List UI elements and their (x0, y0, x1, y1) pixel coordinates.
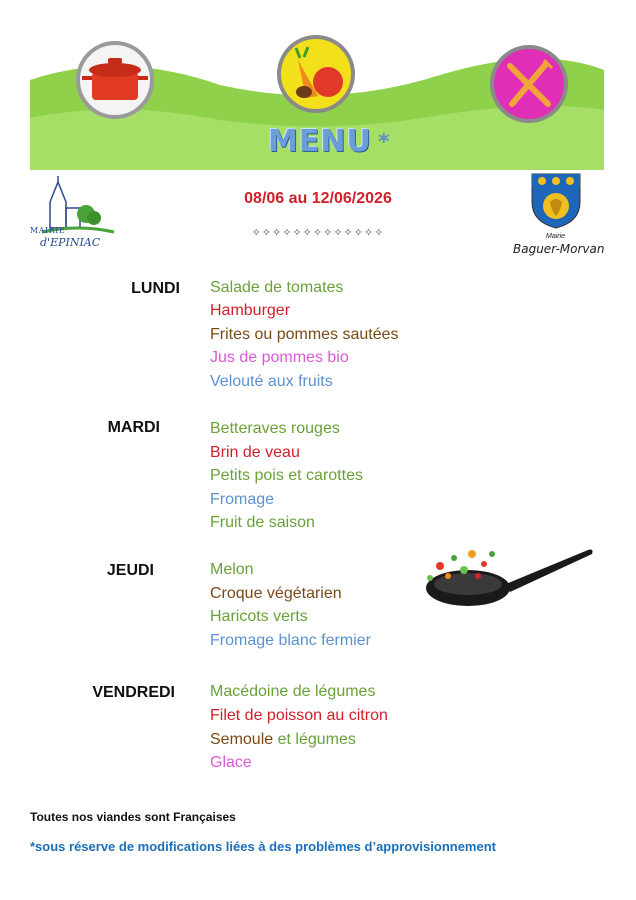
knife-fork-icon (492, 47, 566, 121)
meat-origin-note: Toutes nos viandes sont Françaises (30, 810, 236, 824)
date-range: 08/06 au 12/06/2026 (244, 190, 392, 207)
dish-item: Velouté aux fruits (210, 373, 333, 390)
epiniac-logo-line1: MAIRIE (30, 226, 66, 235)
menu-title: MENU (268, 124, 372, 159)
dish-suffix: et légumes (277, 731, 356, 748)
epiniac-logo-line2: d'EPINIAC (40, 236, 101, 249)
dish-item: Glace (210, 754, 252, 771)
dish-item: Hamburger (210, 302, 291, 319)
dish-item: Betteraves rouges (210, 420, 340, 437)
dish-item: Macédoine de légumes (210, 683, 376, 700)
dish-item: Haricots verts (210, 608, 308, 625)
dish-item: Fromage blanc fermier (210, 632, 371, 649)
baguer-morvan-line2: Baguer-Morvan (513, 242, 605, 256)
dish-item (210, 731, 356, 749)
cooking-pot-icon (78, 43, 152, 117)
dish-main: Semoule (210, 731, 274, 748)
dish-item: Salade de tomates (210, 279, 344, 296)
dish-item: Jus de pommes bio (210, 349, 349, 366)
dish-item: Petits pois et carottes (210, 467, 363, 484)
day-vendredi: VENDREDI (92, 684, 175, 701)
dish-item: Fruit de saison (210, 514, 315, 531)
dish-item: Croque végétarien (210, 585, 342, 602)
dish-item: Fromage (210, 491, 275, 508)
decorative-divider: ✧✧✧✧✧✧✧✧✧✧✧✧✧ (251, 226, 385, 239)
menu-title-star: * (378, 130, 390, 155)
baguer-morvan-line1: Mairie (546, 233, 566, 240)
fruits-vegetables-icon (279, 37, 353, 111)
spoon-vegetables-icon (420, 540, 595, 615)
day-mardi: MARDI (107, 419, 160, 436)
dish-item: Frites ou pommes sautées (210, 326, 399, 343)
reserve-note: *sous réserve de modifications liées à des problèmes d’approvisionnement (30, 839, 496, 854)
dish-item: Melon (210, 561, 254, 578)
dish-item: Brin de veau (210, 444, 300, 461)
dish-item: Filet de poisson au citron (210, 707, 388, 724)
day-lundi: LUNDI (131, 280, 180, 297)
day-jeudi: JEUDI (106, 562, 154, 579)
